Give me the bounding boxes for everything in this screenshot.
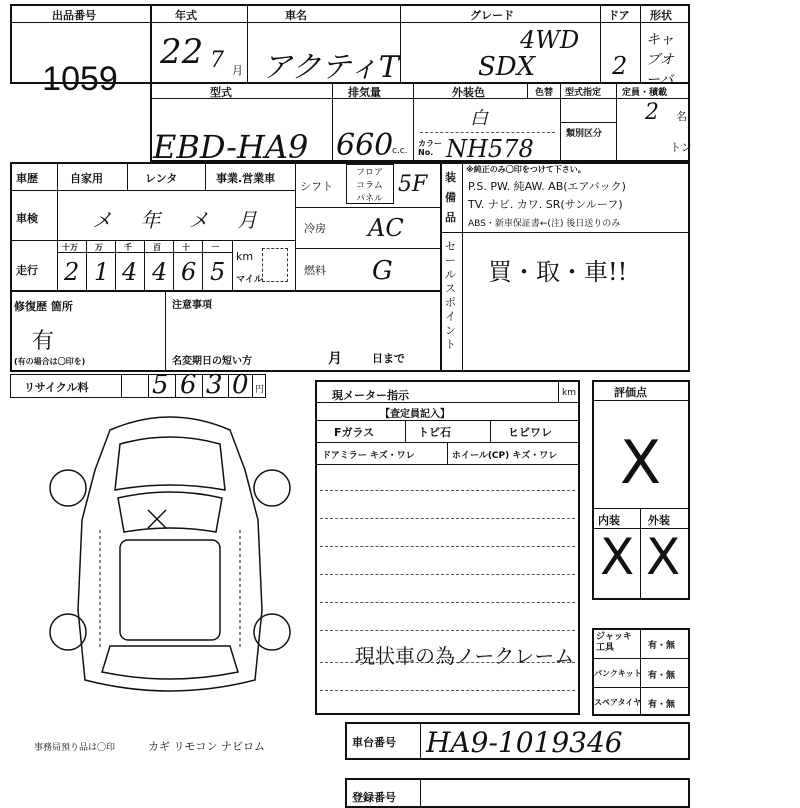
shift-row-line — [295, 207, 442, 208]
remark-line-3 — [320, 546, 575, 547]
model-divider — [332, 82, 333, 162]
capacity-value: 2 — [645, 100, 659, 125]
spare-label: スペアタイヤ — [594, 698, 642, 707]
exterior-value: X — [646, 528, 681, 586]
class-line — [560, 122, 616, 123]
repair-history-value: 有 — [32, 329, 55, 354]
mileage-col-3 — [144, 240, 145, 290]
equipment-label-divider — [462, 162, 463, 372]
score-value: X — [620, 428, 662, 498]
private-label: 自家用 — [70, 172, 103, 185]
held-items-label: 事務局預り品は〇印 — [34, 743, 116, 753]
ac-row-line — [295, 248, 442, 249]
mileage-col-1 — [86, 240, 87, 290]
remark-line-6 — [320, 630, 575, 631]
car-rear — [102, 646, 238, 679]
interior-label: 内装 — [598, 514, 620, 527]
equipment-line-2: TV. ナビ. カワ. SR(サンルーフ) — [468, 198, 623, 211]
score-line — [592, 400, 690, 401]
chip-label: トビ石 — [418, 426, 451, 439]
designation-label: 型式指定 — [565, 88, 602, 98]
mileage-digit-6: 5 — [210, 258, 226, 286]
chassis-label: 車台番号 — [352, 736, 396, 749]
body-type-label: 形状 — [650, 9, 672, 22]
year-value: 22 — [160, 32, 204, 72]
mileage-col-2 — [115, 240, 116, 290]
section-title-line — [315, 420, 580, 421]
usage-bottom-line — [10, 290, 442, 292]
car-windshield — [118, 492, 222, 532]
chassis-divider — [420, 722, 421, 760]
puncture-label: パンクキット — [594, 669, 642, 678]
grade-value-2: SDX — [478, 52, 536, 82]
mileage-digit-3: 4 — [122, 258, 138, 286]
month-unit: 月 — [232, 64, 243, 77]
model-label: 型式 — [210, 86, 232, 99]
lot-divider — [150, 4, 152, 84]
lot-number-label: 出品番号 — [52, 9, 96, 22]
recycle-col-5 — [252, 374, 253, 398]
recycle-label: リサイクル料 — [24, 381, 89, 394]
repair-history-note: (有の場合は〇印を) — [14, 357, 86, 366]
digit-unit-10k: 万 — [95, 243, 103, 252]
displacement-value: 660 — [336, 128, 394, 163]
sales-point-value: 買・取・車!! — [488, 258, 628, 286]
held-items: カギ リモコン ナビロム — [148, 740, 265, 753]
remark-line-4 — [320, 574, 575, 575]
interior-value: X — [600, 528, 635, 586]
wheel-label: ホイール(CP) キズ・ワレ — [452, 451, 558, 461]
business-label: 事業.営業車 — [216, 172, 276, 185]
registration-divider — [420, 778, 421, 808]
notes-label: 注意事項 — [172, 300, 212, 311]
shift-option-panel: パネル — [356, 194, 384, 204]
doors-label: ドア — [608, 9, 630, 22]
model-value: EBD-HA9 — [153, 128, 309, 166]
history-label: 車歴 — [16, 172, 38, 185]
year-divider — [247, 4, 248, 84]
inspection-value: メ 年 メ 月 — [92, 208, 258, 232]
displacement-divider — [413, 82, 414, 162]
recycle-digit-1: 5 — [152, 370, 169, 400]
mileage-col-6 — [232, 240, 233, 290]
meter-line — [315, 402, 580, 403]
mirror-divider — [447, 442, 448, 464]
equipment-section-label: 装備品 — [445, 171, 456, 224]
grade-label: グレード — [470, 9, 514, 22]
lot-number: 1059 — [42, 60, 118, 98]
spare-yes-no: 有・無 — [648, 700, 676, 710]
capacity-label: 定員・積載 — [622, 88, 668, 98]
recycle-col-4 — [228, 374, 229, 398]
doors-value: 2 — [612, 52, 628, 80]
expiry-month: 月 — [328, 351, 342, 367]
usage-label-divider — [57, 162, 58, 290]
sales-point-label: セールスポイント — [445, 240, 456, 351]
car-roof-outline — [115, 437, 225, 490]
inspection-row-line — [10, 240, 295, 241]
car-diagram — [40, 410, 300, 720]
digit-unit-100: 百 — [153, 243, 161, 252]
inspection-label: 車検 — [16, 212, 38, 225]
interior-line — [592, 508, 690, 509]
exterior-color-label: 外装色 — [452, 86, 485, 99]
digit-unit-10: 十 — [182, 243, 190, 252]
remark-line-5 — [320, 602, 575, 603]
equipment-line-3: ABS・新車保証書←(注) 後日送りのみ — [468, 219, 621, 229]
windshield-label: Fガラス — [334, 426, 375, 439]
rental-label: レンタ — [145, 172, 178, 185]
displacement-label: 排気量 — [348, 86, 381, 99]
digit-unit-100k: 十万 — [62, 243, 78, 252]
remark-line-8 — [320, 690, 575, 691]
remark-line-2 — [320, 518, 575, 519]
jack-yes-no: 有・無 — [648, 641, 676, 651]
wheel-front-left — [50, 470, 86, 506]
color-code-value: NH578 — [446, 135, 534, 163]
color-change-label: 色替 — [535, 88, 554, 98]
car-body-outline — [78, 417, 262, 691]
puncture-yes-no: 有・無 — [648, 671, 676, 681]
name-divider — [400, 4, 401, 84]
score-label: 評価点 — [614, 386, 647, 399]
equipment-line-1: P.S. PW. 純AW. AB(エアバック) — [468, 180, 626, 193]
km-label: km — [236, 250, 254, 263]
exterior-color-value: 白 — [470, 108, 488, 129]
usage-right-divider — [295, 162, 296, 290]
repair-divider — [165, 290, 166, 372]
registration-block — [345, 778, 690, 808]
car-cabin — [120, 540, 220, 640]
inspector-section-title: 【査定員記入】 — [380, 409, 450, 420]
shift-label: シフト — [300, 180, 333, 193]
color-code-label: カラーNo. — [418, 139, 442, 157]
mile-check-box — [262, 248, 288, 282]
recycle-digit-2: 6 — [180, 370, 197, 400]
expiry-day: 日まで — [372, 352, 405, 365]
mirror-line — [315, 464, 580, 465]
load-unit: トン — [670, 141, 692, 154]
windshield-divider-2 — [490, 420, 491, 442]
body-type-value: キャブオーバ — [646, 32, 674, 88]
equipment-bottom-line — [440, 232, 690, 233]
recycle-col-2 — [175, 374, 176, 398]
shift-option-column: コラム — [356, 181, 383, 191]
evaluation-divider — [640, 508, 641, 600]
recycle-unit: 円 — [255, 385, 265, 395]
digit-unit-1: 一 — [211, 243, 219, 252]
meter-unit-divider — [558, 380, 559, 402]
recycle-digit-4: 0 — [232, 370, 249, 400]
meter-label: 現メーター指示 — [332, 389, 409, 402]
mirror-label: ドアミラー キズ・ワレ — [322, 451, 415, 461]
tools-line-2 — [592, 687, 690, 688]
windshield-divider-1 — [405, 420, 406, 442]
class-label: 類別区分 — [566, 129, 603, 139]
color-dash-line — [420, 132, 555, 133]
private-divider — [127, 162, 128, 190]
expiry-label: 名変期日の短い方 — [172, 356, 252, 367]
equipment-note: ※純正のみ〇印をつけて下さい。 — [466, 165, 586, 174]
crack-label: ヒビワレ — [508, 426, 552, 439]
mileage-digit-2: 1 — [94, 258, 110, 286]
cc-unit: c.c. — [392, 146, 408, 156]
mileage-digit-1: 2 — [64, 258, 80, 286]
fuel-value: G — [372, 256, 393, 286]
color-change-divider — [527, 82, 528, 98]
meter-unit: km — [562, 388, 576, 398]
month-value: 7 — [210, 48, 224, 73]
mileage-digit-5: 6 — [181, 258, 197, 286]
year-label: 年式 — [175, 9, 197, 22]
exterior-label: 外装 — [648, 514, 670, 527]
wheel-front-right — [254, 470, 290, 506]
grade-divider — [600, 4, 601, 84]
recycle-digit-3: 3 — [206, 370, 223, 400]
mileage-col-5 — [202, 240, 203, 290]
shift-option-floor: フロア — [356, 168, 384, 178]
mileage-digit-4: 4 — [152, 258, 168, 286]
registration-label: 登録番号 — [352, 791, 396, 804]
designation-divider — [616, 82, 617, 162]
history-row-line — [10, 190, 295, 191]
doors-divider — [640, 4, 641, 84]
ac-label: 冷房 — [304, 222, 326, 235]
mileage-label: 走行 — [16, 264, 38, 277]
jack-label: ジャッキ工具 — [596, 632, 632, 653]
recycle-col-1 — [148, 374, 149, 398]
chassis-value: HA9-1019346 — [426, 726, 623, 759]
car-name-value: アクティT — [262, 50, 399, 85]
fuel-label: 燃料 — [304, 264, 326, 277]
remark-line-1 — [320, 490, 575, 491]
recycle-col-3 — [202, 374, 203, 398]
mileage-col-4 — [173, 240, 174, 290]
grade-value-1: 4WD — [520, 26, 580, 54]
digit-unit-1k: 千 — [124, 243, 132, 252]
recycle-col-0 — [121, 374, 122, 398]
rental-divider — [205, 162, 206, 190]
mile-label: マイル — [236, 275, 263, 285]
capacity-unit: 名 — [676, 110, 687, 123]
shift-value: 5F — [398, 172, 428, 197]
inspector-remark: 現状車の為ノークレーム — [355, 644, 575, 668]
car-name-label: 車名 — [285, 9, 307, 22]
repair-history-label: 修復歴 箇所 — [14, 300, 73, 313]
ac-value: AC — [368, 214, 404, 242]
tools-line-1 — [592, 658, 690, 659]
